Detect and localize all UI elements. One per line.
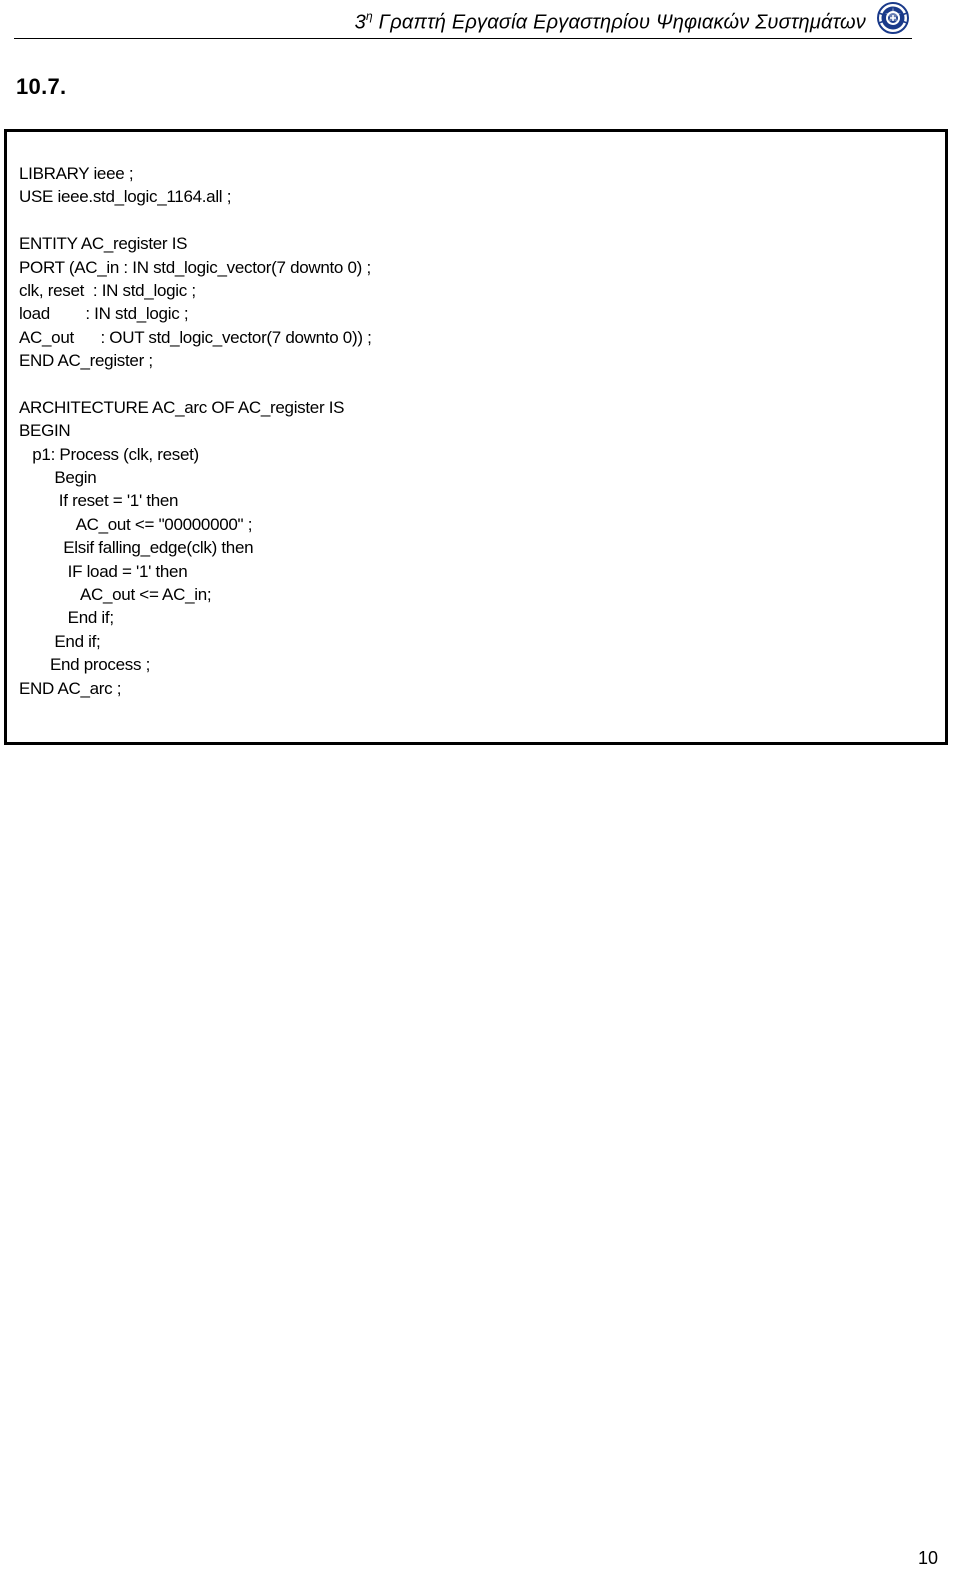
code-line: clk, reset : IN std_logic ; <box>19 280 196 300</box>
code-line: END AC_arc ; <box>19 678 122 698</box>
code-line: AC_out <= "00000000" ; <box>19 514 253 534</box>
code-box <box>4 129 948 745</box>
header-title <box>355 10 866 35</box>
code-line: ARCHITECTURE AC_arc OF AC_register IS <box>19 397 345 417</box>
code-line: End if; <box>19 631 101 651</box>
header-title-text: Γραπτή Εργασία Εργαστηρίου Ψηφιακών Συστημάτων <box>372 11 866 34</box>
code-line: IF load = '1' then <box>19 561 188 581</box>
header-title-superscript: η <box>366 9 373 23</box>
code-line: AC_out <= AC_in; <box>19 585 212 605</box>
code-line: ENTITY AC_register IS <box>19 234 188 254</box>
page-header <box>14 0 912 39</box>
code-line: End process ; <box>19 655 151 675</box>
code-line: USE ieee.std_logic_1164.all ; <box>19 187 232 207</box>
page-number: 10 <box>917 1548 938 1568</box>
code-line: END AC_register ; <box>19 351 153 371</box>
code-line: Begin <box>19 468 97 488</box>
code-line: Elsif falling_edge(clk) then <box>19 538 254 558</box>
code-line: End if; <box>19 608 114 628</box>
code-line: load : IN std_logic ; <box>19 304 189 324</box>
code-line: p1: Process (clk, reset) <box>19 444 199 464</box>
vhdl-code-listing <box>19 162 372 700</box>
code-line <box>19 373 372 396</box>
section-number: 10.7. <box>16 74 67 99</box>
code-line: PORT (AC_in : IN std_logic_vector(7 downto 0) ; <box>19 257 371 277</box>
header-title-number: 3 <box>354 11 366 34</box>
code-line: If reset = '1' then <box>19 491 179 511</box>
code-line: AC_out : OUT std_logic_vector(7 downto 0)) ; <box>19 327 372 347</box>
university-seal-icon <box>876 1 910 35</box>
code-line <box>19 209 372 232</box>
code-line: BEGIN <box>19 421 71 441</box>
code-line: LIBRARY ieee ; <box>19 164 134 183</box>
